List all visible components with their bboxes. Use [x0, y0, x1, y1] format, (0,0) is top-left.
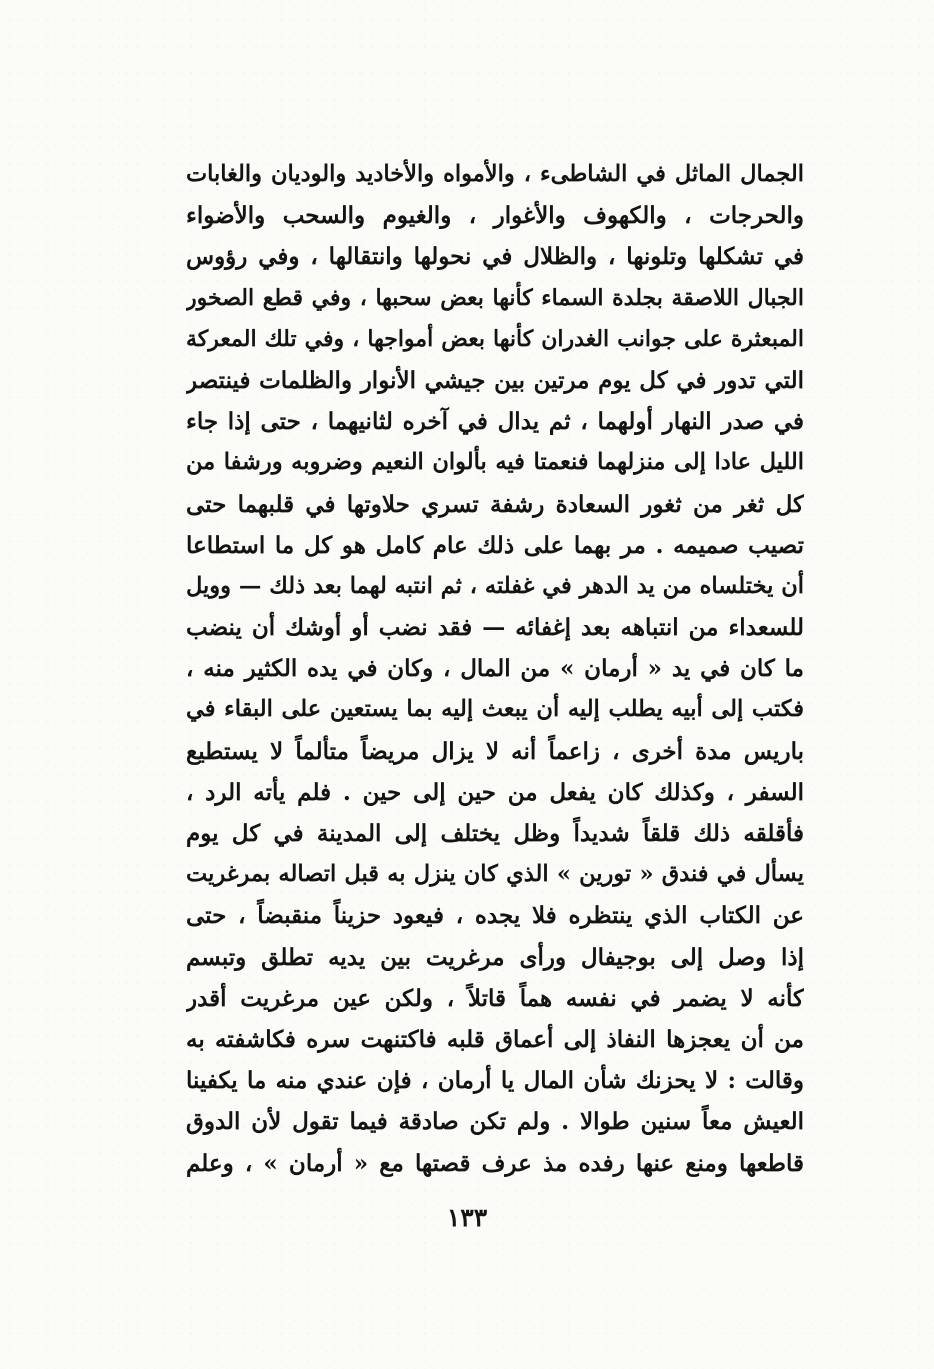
text-line-5: المبعثرة على جوانب الغدران كأنها بعض أمواجها ، وفي تلك المعركة: [186, 325, 804, 352]
text-line-2: والحرجات ، والكهوف والأغوار ، والغيوم والسحب والأضواء: [186, 202, 804, 230]
text-line-15: باريس مدة أخرى ، زاعماً أنه لا يزال مريضاً متألماً لا يستطيع: [186, 737, 804, 765]
text-line-20: إذا وصل إلى بوجيفال ورأى مرغريت بين يديه تطلق وتبسم: [186, 943, 804, 971]
text-line-6: التي تدور في كل يوم مرتين بين جيشي الأنوار والظلمات فينتصر: [186, 366, 804, 394]
text-line-14: فكتب إلى أبيه يطلب إليه أن يبعث إليه بما يستعين على البقاء في: [186, 696, 804, 723]
text-line-1: الجمال الماثل في الشاطىء ، والأمواه والأخاديد والوديان والغابات: [186, 161, 804, 187]
text-line-3: في تشكلها وتلونها ، والظلال في نحولها وانتقالها ، وفي رؤوس: [186, 243, 804, 271]
text-line-11: أن يختلساه من يد الدهر في غفلته ، ثم انتبه لهما بعد ذلك — وويل: [186, 572, 804, 599]
text-line-13: ما كان في يد « أرمان » من المال ، وكان في يده الكثير منه ،: [186, 655, 804, 683]
text-line-17: فأقلقه ذلك قلقاً شديداً وظل يختلف إلى المدينة في كل يوم: [186, 820, 804, 847]
text-line-23: وقالت : لا يحزنك شأن المال يا أرمان ، فإن عندي منه ما يكفينا: [186, 1067, 804, 1095]
text-line-8: الليل عادا إلى منزلهما فنعمتا فيه بألوان النعيم وضروبه ورشفا من: [186, 449, 804, 476]
text-line-19: عن الكتاب الذي ينتظره فلا يجده ، فيعود حزيناً منقبضاً ، حتى: [186, 902, 804, 930]
text-line-24: العيش معاً سنين طوالا . ولم تكن صادقة فيما تقول لأن الدوق: [186, 1108, 804, 1136]
text-line-16: السفر ، وكذلك كان يفعل من حين إلى حين . فلم يأته الرد ،: [186, 778, 804, 806]
text-line-25: قاطعها ومنع عنها رفده مذ عرف قصتها مع « أرمان » ، وعلم: [186, 1149, 804, 1177]
text-line-10: تصيب صميمه . مر بهما على ذلك عام كامل هو كل ما استطاعا: [186, 531, 804, 559]
text-line-18: يسأل في فندق « تورين » الذي كان ينزل به قبل اتصاله بمرغريت: [186, 861, 804, 888]
text-line-21: كأنه لا يضمر في نفسه هماً قاتلاً ، ولكن عين مرغريت أقدر: [186, 984, 804, 1012]
body-text: [186, 154, 804, 1184]
text-line-7: في صدر النهار أولهما ، ثم يدال في آخره لثانيهما ، حتى إذا جاء: [186, 408, 804, 436]
text-line-9: كل ثغر من ثغور السعادة رشفة تسري حلاوتها في قلبهما حتى: [186, 490, 804, 518]
page-number: ١٣٣: [446, 1203, 488, 1232]
text-line-12: للسعداء من انتباهه بعد إغفائه — فقد نضب أو أوشك أن ينضب: [186, 614, 804, 642]
text-line-22: من أن يعجزها النفاذ إلى أعماق قلبه فاكتنهت سره فكاشفته به: [186, 1025, 804, 1053]
text-line-4: الجبال اللاصقة بجلدة السماء كأنها بعض سحبها ، وفي قطع الصخور: [186, 284, 804, 311]
